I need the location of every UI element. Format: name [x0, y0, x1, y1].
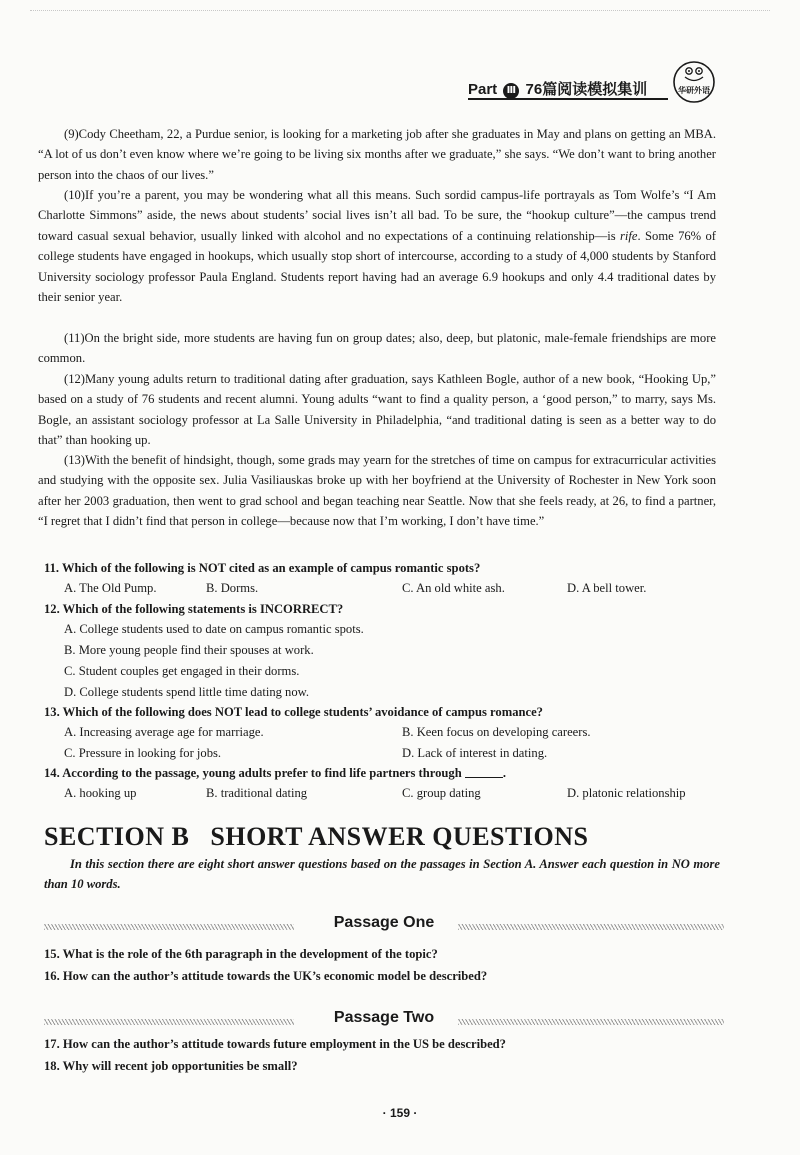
- paragraph-12: (12)Many young adults return to traditional dating after graduation, says Kathleen Bogle, author of a new book, “Hooking Up,” based on a study of 76 students and recent alumni. Young adults “want to find a quality person, a ‘good person,” to marry, says Ms. Bogle, an assistant sociology professor at La Salle University in Philadelphia, “and traditional dating is seen as a better way to do that” than hooking up.: [38, 372, 716, 448]
- passage-two-header: [44, 1009, 724, 1035]
- publisher-logo: [672, 60, 716, 104]
- passage-one-header: [44, 914, 724, 940]
- q13-option-d: D. Lack of interest in dating.: [402, 746, 548, 760]
- q11-option-a: A. The Old Pump.: [64, 581, 157, 595]
- book-title: 76篇阅读模拟集训: [525, 81, 648, 98]
- q13-option-c: C. Pressure in looking for jobs.: [64, 746, 222, 760]
- question-16: 16. How can the author’s attitude towards the UK’s economic model be described?: [44, 969, 488, 983]
- paragraph-10-part-2: . Some 76% of college students have engaged in hookups, which usually stop short of intercourse, according to a study of 4,000 students by Stanford University sociology professor Paula England. Students report having had an average 6.9 hookups and only 4.4 traditional dates by their senior year.: [38, 228, 716, 305]
- page-number: · 159 ·: [382, 1106, 418, 1120]
- q11-option-d: D. A bell tower.: [567, 581, 647, 595]
- part-number-badge: Ⅲ: [503, 83, 519, 99]
- question-12-stem: 12. Which of the following statements is INCORRECT?: [44, 602, 344, 616]
- paragraph-9: (9)Cody Cheetham, 22, a Purdue senior, is looking for a marketing job after she graduates in May and plans on getting an MBA. “A lot of us don’t even know where we’re going to be living six months after we graduate,” she says. “We don’t want to bring another person into the chaos of our lives.”: [38, 127, 716, 182]
- passage-two-label: Passage Two: [330, 1009, 438, 1026]
- q12-option-d: D. College students spend little time dating now.: [64, 685, 310, 699]
- q14-option-a: A. hooking up: [64, 786, 137, 800]
- q11-option-b: B. Dorms.: [206, 581, 259, 595]
- header-rule: [468, 98, 668, 100]
- section-b-title: SECTION B SHORT ANSWER QUESTIONS: [44, 822, 589, 851]
- passage-one-label: Passage One: [330, 914, 439, 931]
- question-11-stem: 11. Which of the following is NOT cited as an example of campus romantic spots?: [44, 561, 481, 575]
- frog-logo-icon: [672, 60, 716, 104]
- header-title: [468, 78, 647, 99]
- scan-artifact-line: [30, 10, 770, 11]
- question-17: 17. How can the author’s attitude towards future employment in the US be described?: [44, 1037, 506, 1051]
- q13-option-b: B. Keen focus on developing careers.: [402, 725, 591, 739]
- paragraph-10-italic-word: rife: [620, 228, 638, 243]
- paragraph-11: (11)On the bright side, more students are having fun on group dates; also, deep, but platonic, male-female friendships are more common.: [38, 331, 716, 366]
- page-header: [468, 76, 736, 116]
- question-14-stem: 14. According to the passage, young adults prefer to find life partners through .: [44, 766, 507, 780]
- question-14-text: 14. According to the passage, young adults prefer to find life partners through: [44, 766, 462, 780]
- question-15: 15. What is the role of the 6th paragraph in the development of the topic?: [44, 947, 438, 961]
- q13-option-a: A. Increasing average age for marriage.: [64, 725, 264, 739]
- answer-blank: [465, 765, 503, 778]
- question-18: 18. Why will recent job opportunities be small?: [44, 1059, 298, 1073]
- logo-text: 华研外语: [678, 86, 710, 95]
- q12-option-b: B. More young people find their spouses at work.: [64, 643, 314, 657]
- section-b-intro: In this section there are eight short answer questions based on the passages in Section A. Answer each question in NO more than 10 words.: [44, 857, 720, 891]
- q11-option-c: C. An old white ash.: [402, 581, 505, 595]
- paragraph-10-part-1: (10)If you’re a parent, you may be wondering what all this means. Such sordid campus-life portrayals as Tom Wolfe’s “I Am Charlotte Simmons” aside, the news about students’ social lives isn’t all bad. To be sure, the “hookup culture”—the campus trend toward casual sexual behavior, usually linked with alcohol and no expectations of a continuing relationship—is: [38, 188, 716, 243]
- paragraph-13: (13)With the benefit of hindsight, though, some grads may yearn for the stretches of time on campus for extracurricular activities and studying with the opposite sex. Julia Vasiliauskas broke up with her boyfriend at the University of Rochester in New York soon after her 2003 graduation, then went to grad school and began teaching near Seattle. Now that she feels ready, at 26, to find a partner, “I regret that I didn’t find that person in college—because now that I’m working, I don’t have time.”: [38, 453, 716, 529]
- q12-option-a: A. College students used to date on campus romantic spots.: [64, 622, 364, 636]
- q14-option-d: D. platonic relationship: [567, 786, 686, 800]
- part-label: Part: [468, 81, 498, 98]
- question-13-stem: 13. Which of the following does NOT lead to college students’ avoidance of campus romance?: [44, 705, 543, 719]
- q14-option-b: B. traditional dating: [206, 786, 308, 800]
- q12-option-c: C. Student couples get engaged in their dorms.: [64, 664, 300, 678]
- q14-option-c: C. group dating: [402, 786, 481, 800]
- paragraph-10: [38, 185, 716, 307]
